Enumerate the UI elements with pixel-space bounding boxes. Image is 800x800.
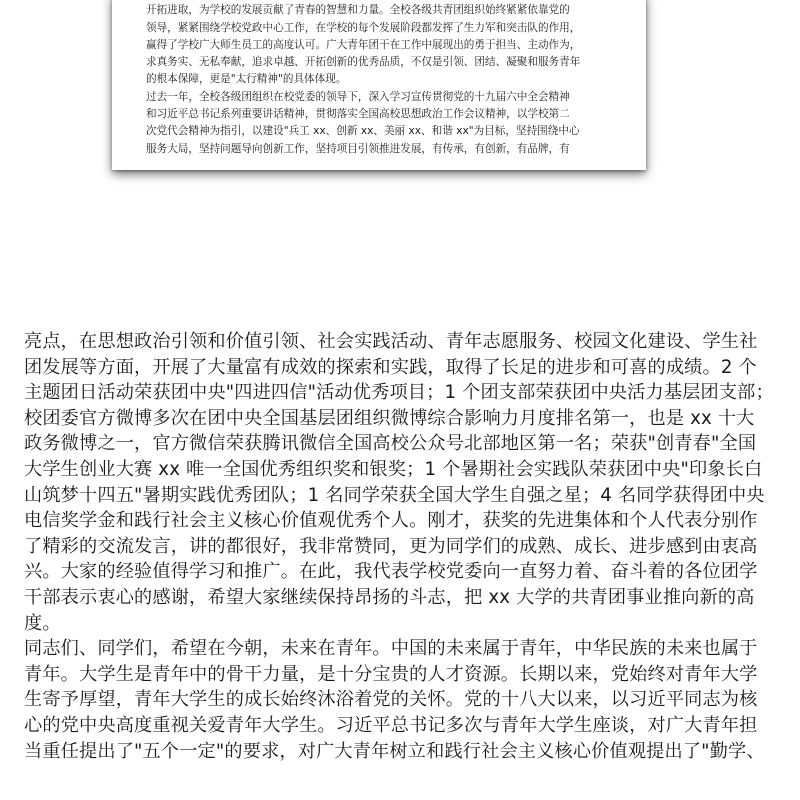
page-preview-line: 求真务实、无私奉献，追求卓越、开拓创新的优秀品质，不仅是引领、团结、凝聚和服务青年 — [146, 56, 581, 69]
page-preview-line: 次党代会精神为指引，以建设"兵工 xx、创新 xx、美丽 xx、和谐 xx"为目标，坚持围绕中心 — [146, 125, 580, 138]
body-text-line: 兴。大家的经验值得学习和推广。在此，我代表学校党委向一直努力着、奋斗着的各位团学 — [24, 561, 758, 583]
page-preview-line: 过去一年，全校各级团组织在校党委的领导下，深入学习宣传贯彻党的十九届六中全会精神 — [146, 90, 570, 103]
page-preview-line: 服务大局，坚持问题导向创新工作，坚持项目引领推进发展，有传承，有创新，有品牌，有 — [146, 142, 570, 155]
page-preview-line: 和习近平总书记系列重要讲话精神，贯彻落实全国高校思想政治工作会议精神，以学校第二 — [146, 108, 570, 121]
body-text-line: 生寄予厚望，青年大学生的成长始终沐浴着党的关怀。党的十八大以来，以习近平同志为核 — [24, 689, 758, 711]
body-text-line: 电信奖学金和践行社会主义核心价值观优秀个人。刚才，获奖的先进集体和个人代表分别作 — [24, 510, 758, 532]
body-text-line: 了精彩的交流发言，讲的都很好，我非常赞同，更为同学们的成熟、成长、进步感到由衷高 — [24, 535, 758, 557]
body-text-line: 同志们、同学们，希望在今朝，未来在青年。中国的未来属于青年，中华民族的未来也属于 — [24, 638, 758, 660]
body-text-line: 干部表示衷心的感谢，希望大家继续保持昂扬的斗志，把 xx 大学的共青团事业推向新的高 — [24, 586, 755, 608]
body-text-line: 亮点，在思想政治引领和价值引领、社会实践活动、青年志愿服务、校园文化建设、学生社 — [24, 331, 758, 352]
page-preview-line: 领导，紧紧围绕学校党政中心工作，在学校的每个发展阶段都发挥了生力军和突击队的作用， — [146, 21, 581, 34]
body-text-line: 心的党中央高度重视关爱青年大学生。习近平总书记多次与青年大学生座谈，对广大青年担 — [24, 714, 758, 736]
page-preview-text — [146, 0, 620, 158]
body-text-line: 当重任提出了"五个一定"的要求，对广大青年树立和践行社会主义核心价值观提出了"勤学、 — [24, 740, 765, 762]
document-page-preview — [112, 0, 646, 170]
body-text-line: 山筑梦十四五"暑期实践优秀团队；1 名同学荣获全国大学生自强之星；4 名同学获得团中央 — [24, 484, 765, 506]
body-text-line: 大学生创业大赛 xx 唯一全国优秀组织奖和银奖；1 个暑期社会实践队荣获团中央"印象长白 — [24, 458, 763, 480]
body-text-line: 政务微博之一，官方微信荣获腾讯微信全国高校公众号北部地区第一名；荣获"创青春"全国 — [24, 433, 757, 455]
body-text-line: 团发展等方面，开展了大量富有成效的探索和实践，取得了长足的进步和可喜的成绩。2 个 — [24, 356, 757, 378]
document-body-text — [24, 329, 784, 764]
page-preview-line: 的根本保障，更是"太行精神"的具体体现。 — [146, 73, 347, 86]
body-text-line: 主题团日活动荣获团中央"四进四信"活动优秀项目；1 个团支部荣获团中央活力基层团支部； — [24, 382, 774, 404]
body-text-line: 度。 — [24, 612, 61, 634]
body-text-line: 校团委官方微博多次在团中央全国基层团组织微博综合影响力月度排名第一，也是 xx 十大 — [24, 407, 755, 429]
page-preview-line: 开拓进取，为学校的发展贡献了青春的智慧和力量。全校各级共青团组织始终紧紧依靠党的 — [146, 4, 570, 17]
page-preview-line: 赢得了学校广大师生员工的高度认可。广大青年团干在工作中展现出的勇于担当、主动作为， — [146, 38, 581, 51]
body-text-line: 青年。大学生是青年中的骨干力量，是十分宝贵的人才资源。长期以来，党始终对青年大学 — [24, 663, 758, 685]
